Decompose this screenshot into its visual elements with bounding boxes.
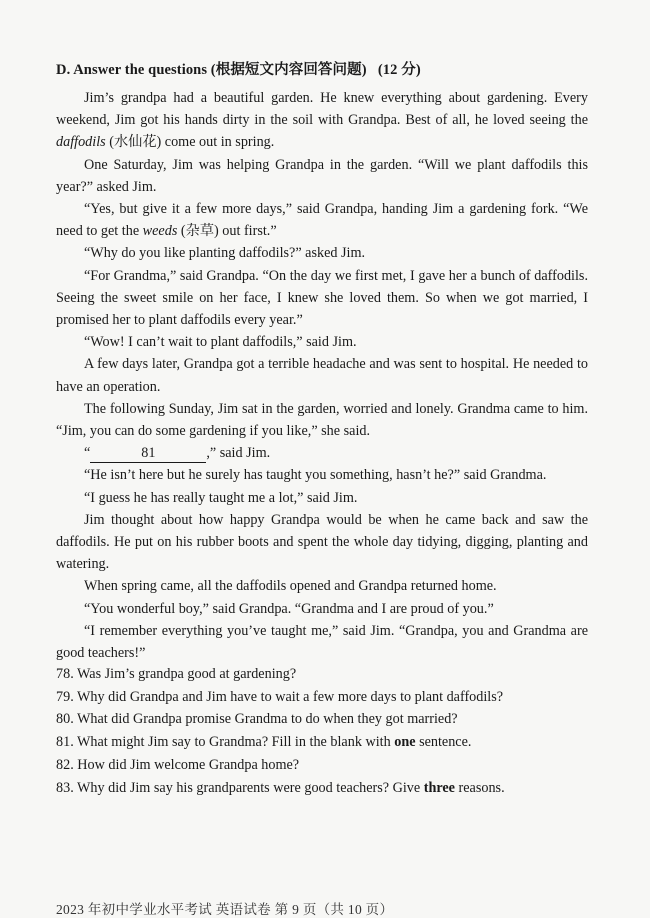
question-80: 80. What did Grandpa promise Grandma to do when they got married? <box>56 711 458 728</box>
paragraph-3: “Yes, but give it a few more days,” said Grandpa, handing Jim a gardening fork. “We need to get the weeds (杂草) out first.” <box>56 201 588 240</box>
section-score: (12 分) <box>377 62 421 78</box>
glossed-word-daffodils: daffodils <box>56 134 106 151</box>
paragraph-4: “Why do you like planting daffodils?” asked Jim. <box>84 245 366 262</box>
paragraph-2: One Saturday, Jim was helping Grandpa in the garden. “Will we plant daffodils this year?” asked Jim. <box>56 156 588 195</box>
paragraph-9-blank-line: “ 81 ,” said Jim. <box>84 445 271 462</box>
question-81: 81. What might Jim say to Grandma? Fill in the blank with one sentence. <box>56 734 472 751</box>
question-83: 83. Why did Jim say his grandparents were good teachers? Give three reasons. <box>56 779 505 796</box>
question-78: 78. Was Jim’s grandpa good at gardening? <box>56 666 297 682</box>
answer-blank-81[interactable]: 81 <box>90 445 206 463</box>
question-82: 82. How did Jim welcome Grandpa home? <box>56 756 300 773</box>
paragraph-7: A few days later, Grandpa got a terrible headache and was sent to hospital. He needed to have an operation. <box>56 356 588 395</box>
question-list <box>56 663 596 799</box>
paragraph-1: Jim’s grandpa had a beautiful garden. He knew everything about gardening. Every weekend, Jim got his hands dirty in the soil with Grandpa. Best of all, he loved seeing the daffodils (水仙花) come out in spring. <box>56 90 588 151</box>
paragraph-11: “I guess he has really taught me a lot,” said Jim. <box>84 489 358 506</box>
paragraph-15: “I remember everything you’ve taught me,” said Jim. “Grandpa, you and Grandma are good teachers!” <box>56 622 588 662</box>
paragraph-6: “Wow! I can’t wait to plant daffodils,” said Jim. <box>84 334 357 351</box>
paragraph-12: Jim thought about how happy Grandpa would be when he came back and saw the daffodils. He put on his rubber boots and spent the whole day tidying, digging, planting and watering. <box>56 511 588 573</box>
glossed-word-weeds: weeds <box>142 223 178 240</box>
section-title: D. Answer the questions (根据短文内容回答问题) <box>56 62 367 78</box>
reading-passage <box>56 87 588 664</box>
paragraph-14: “You wonderful boy,” said Grandpa. “Grandma and I are proud of you.” <box>84 600 494 617</box>
section-heading <box>56 58 421 79</box>
question-79: 79. Why did Grandpa and Jim have to wait a few more days to plant daffodils? <box>56 688 504 705</box>
paragraph-13: When spring came, all the daffodils opened and Grandpa returned home. <box>84 578 497 595</box>
page-footer: 2023 年初中学业水平考试 英语试卷 第 9 页（共 10 页） <box>56 902 394 917</box>
paragraph-8: The following Sunday, Jim sat in the garden, worried and lonely. Grandma came to him. “Jim, you can do some gardening if you like,” she said. <box>56 400 588 440</box>
paragraph-5: “For Grandma,” said Grandpa. “On the day we first met, I gave her a bunch of daffodils. Seeing the sweet smile on her face, I knew she loved them. So when we got married, I promised her to plant daffodils every year.” <box>56 267 588 329</box>
paragraph-10: “He isn’t here but he surely has taught you something, hasn’t he?” said Grandma. <box>84 467 547 484</box>
